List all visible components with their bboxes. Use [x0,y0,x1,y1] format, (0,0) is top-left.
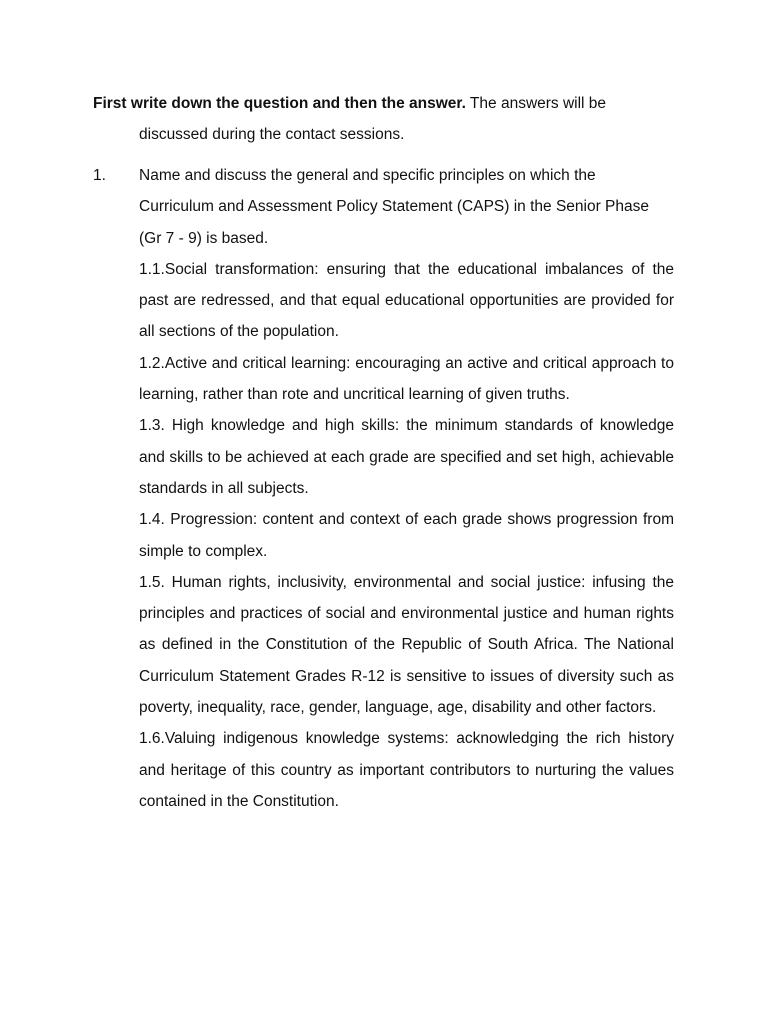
instruction-line-2: discussed during the contact sessions. [139,126,405,143]
instruction-paragraph [93,88,674,150]
question-text: Name and discuss the general and specific principles on which the Curriculum and Assessment Policy Statement (CAPS) in the Senior Phase (Gr 7 - 9) is based. [139,167,650,247]
principle-1-5: 1.5. Human rights, inclusivity, environmental and social justice: infusing the principles and practices of social and environmental justice and human rights as defined in the Constitution of the Republic of South Africa. The National Curriculum Statement Grades R-12 is sensitive to issues of diversity such as poverty, inequality, race, gender, language, age, disability and other factors. [139,573,674,717]
instruction-text: The answers will be [465,95,607,112]
principle-1-4: 1.4. Progression: content and context of each grade shows progression from simple to complex. [139,511,674,560]
question-body [139,160,674,817]
instruction-line-1 [93,88,674,119]
principle-1-3: 1.3. High knowledge and high skills: the minimum standards of knowledge and skills to be achieved at each grade are specified and set high, achievable standards in all subjects. [139,417,674,497]
question-1 [93,160,674,817]
principle-1-6: 1.6.Valuing indigenous knowledge systems: acknowledging the rich history and heritage of this country as important contributors to nurturing the values contained in the Constitution. [139,730,674,810]
question-number: 1. [93,167,106,184]
principle-1-2: 1.2.Active and critical learning: encouraging an active and critical approach to learning, rather than rote and uncritical learning of given truths. [139,354,674,404]
principle-1-1: 1.1.Social transformation: ensuring that the educational imbalances of the past are redressed, and that equal educational opportunities are provided for all sections of the population. [139,260,674,341]
instruction-bold-text: First write down the question and then the answer. [93,95,466,112]
